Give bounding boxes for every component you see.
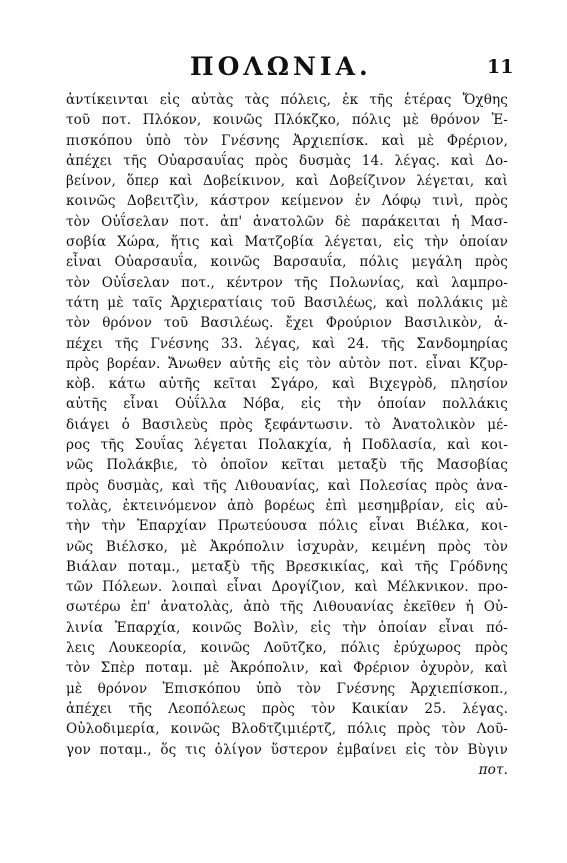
text-line: τῶν Πόλεων. λοιπαὶ εἶναι Δρογίζιον, καὶ Μέλκνικον. προ- bbox=[66, 579, 508, 596]
text-line: ἀπέχει τῆς Λεοπόλεως πρὸς τὸν Καικίαν 25. λέγας. bbox=[66, 700, 508, 717]
text-line: πρὸς βορέαν. Ἄνωθεν αὐτῆς εἰς τὸν αὐτὸν ποτ. εἶναι Κζυρ- bbox=[66, 355, 508, 372]
text-line: ἀπέχει τῆς Οὐαρσαυΐας πρὸς δυσμὰς 14. λέγας. καὶ Δο- bbox=[66, 152, 508, 169]
text-line: σωτέρω ἐπ' ἀνατολὰς, ἀπὸ τῆς Λιθουανίας ἐκεῖθεν ἡ Οὐ- bbox=[66, 599, 508, 616]
text-line: Οὐλοδιμερία, κοινῶς Βλοδτζιμιέρτζ, πόλις πρὸς τὸν Λοῦ- bbox=[66, 721, 508, 738]
text-line: τὸν Σπὲρ ποταμ. μὲ Ἀκρόπολιν, καὶ Φρέριον ὀχυρὸν, καὶ bbox=[66, 660, 508, 677]
text-line: τάτη μὲ ταῖς Ἀρχιερατίαις τοῦ Βασιλέως, καὶ πολλάκις μὲ bbox=[66, 294, 508, 311]
text-line: τὸν θρόνον τοῦ Βασιλέως. ἔχει Φρούριον Βασιλικὸν, ἀ- bbox=[66, 315, 508, 332]
text-line: διάγει ὁ Βασιλεὺς πρὸς ξεφάντωσιν. τὸ Ἀνατολικὸν μέ- bbox=[66, 416, 508, 433]
text-line: κοινῶς Δοβειτζὶν, κάστρον κείμενον ἐν Λόφῳ τινὶ, πρὸς bbox=[66, 193, 508, 210]
text-line: πέχει τῆς Γνέσνης 33. λέγας, καὶ 24. τῆς Σανδομηρίας bbox=[66, 335, 508, 352]
text-line: βείνον, ὅπερ καὶ Δοβείκινον, καὶ Δοβείζινον λέγεται, καὶ bbox=[66, 173, 508, 190]
text-line: αὐτῆς εἶναι Οὐΐλλα Νόβα, εἰς τὴν ὁποίαν πολλάκις bbox=[66, 396, 508, 413]
text-line: γον ποταμ., ὅς τις ὀλίγον ὕστερον ἐμβαίνει εἰς τὸν Βὺγιν bbox=[66, 741, 508, 758]
text-line: ἀντίκεινται εἰς αὐτὰς τὰς πόλεις, ἐκ τῆς ἑτέρας Ὄχθης bbox=[66, 92, 508, 108]
text-line: τὴν τὴν Ἐπαρχίαν Πρωτεύουσα πόλις εἶναι Βιέλκα, κοι- bbox=[66, 518, 508, 535]
text-line: λεις Λουκεορία, κοινῶς Λοῦτζκο, πόλις ἐρύχωρος πρὸς bbox=[66, 640, 508, 657]
running-title: ΠΟΛΩΝΙΑ. bbox=[190, 52, 372, 81]
text-line: Βιάλαν ποταμ., μεταξὺ τῆς Βρεσκικίας, καὶ τῆς Γρόδνης bbox=[66, 558, 508, 575]
text-line: πισκόπου ὑπὸ τὸν Γνέσνης Ἀρχιεπίσκ. καὶ μὲ Φρέριον, bbox=[66, 132, 508, 149]
text-line: σοβία Χώρα, ἥτις καὶ Ματζοβία λέγεται, εἰς τὴν ὁποίαν bbox=[66, 234, 508, 251]
text-line: τὸν Οὐΐσελαν ποτ. ἀπ' ἀνατολῶν δὲ παράκειται ἡ Μασ- bbox=[66, 213, 508, 230]
text-line: πρὸς δυσμὰς, καὶ τῆς Λιθουανίας, καὶ Πολεσίας πρὸς ἀνα- bbox=[66, 477, 508, 494]
text-line: νῶς Βιέλσκο, μὲ Ἀκρόπολιν ἰσχυρὰν, κειμένη πρὸς τὸν bbox=[66, 538, 508, 555]
text-line: τολὰς, ἐκτεινόμενον ἀπὸ βορέως ἐπὶ μεσημβρίαν, εἰς αὐ- bbox=[66, 497, 508, 514]
text-line: μὲ θρόνον Ἐπισκόπου ὑπὸ τὸν Γνέσνης Ἀρχιεπίσκοπ., bbox=[66, 680, 508, 697]
text-line: εἶναι Οὐαρσαυΐα, κοινῶς Βαρσαυΐα, πόλις μεγάλη πρὸς bbox=[66, 254, 508, 271]
page-number: 11 bbox=[487, 56, 514, 78]
text-line: νῶς Πολάκβιε, τὸ ὁποῖον κεῖται μεταξὺ τῆς Μασοβίας bbox=[66, 457, 508, 474]
text-line: λινία Ἐπαρχία, κοινῶς Βολὶν, εἰς τὴν ὁποίαν εἶναι πό- bbox=[66, 619, 508, 636]
text-line: ρος τῆς Σουΐας λέγεται Πολακχία, ἡ Ποδλασία, καὶ κοι- bbox=[66, 437, 508, 454]
text-line: κὸβ. κάτω αὐτῆς κεῖται Σγάρο, καὶ Βιχεγρὸδ, πλησίον bbox=[66, 376, 508, 393]
body-text bbox=[66, 90, 508, 780]
text-line: τὸν Οὐΐσελαν ποτ., κέντρον τῆς Πολωνίας, καὶ λαμπρο- bbox=[66, 274, 508, 291]
text-line: τοῦ ποτ. Πλόκον, κοινῶς Πλόκζκο, πόλις μὲ θρόνον Ἐ- bbox=[66, 112, 508, 129]
text-line-final: ποτ. bbox=[478, 761, 508, 778]
page-header bbox=[0, 52, 567, 88]
